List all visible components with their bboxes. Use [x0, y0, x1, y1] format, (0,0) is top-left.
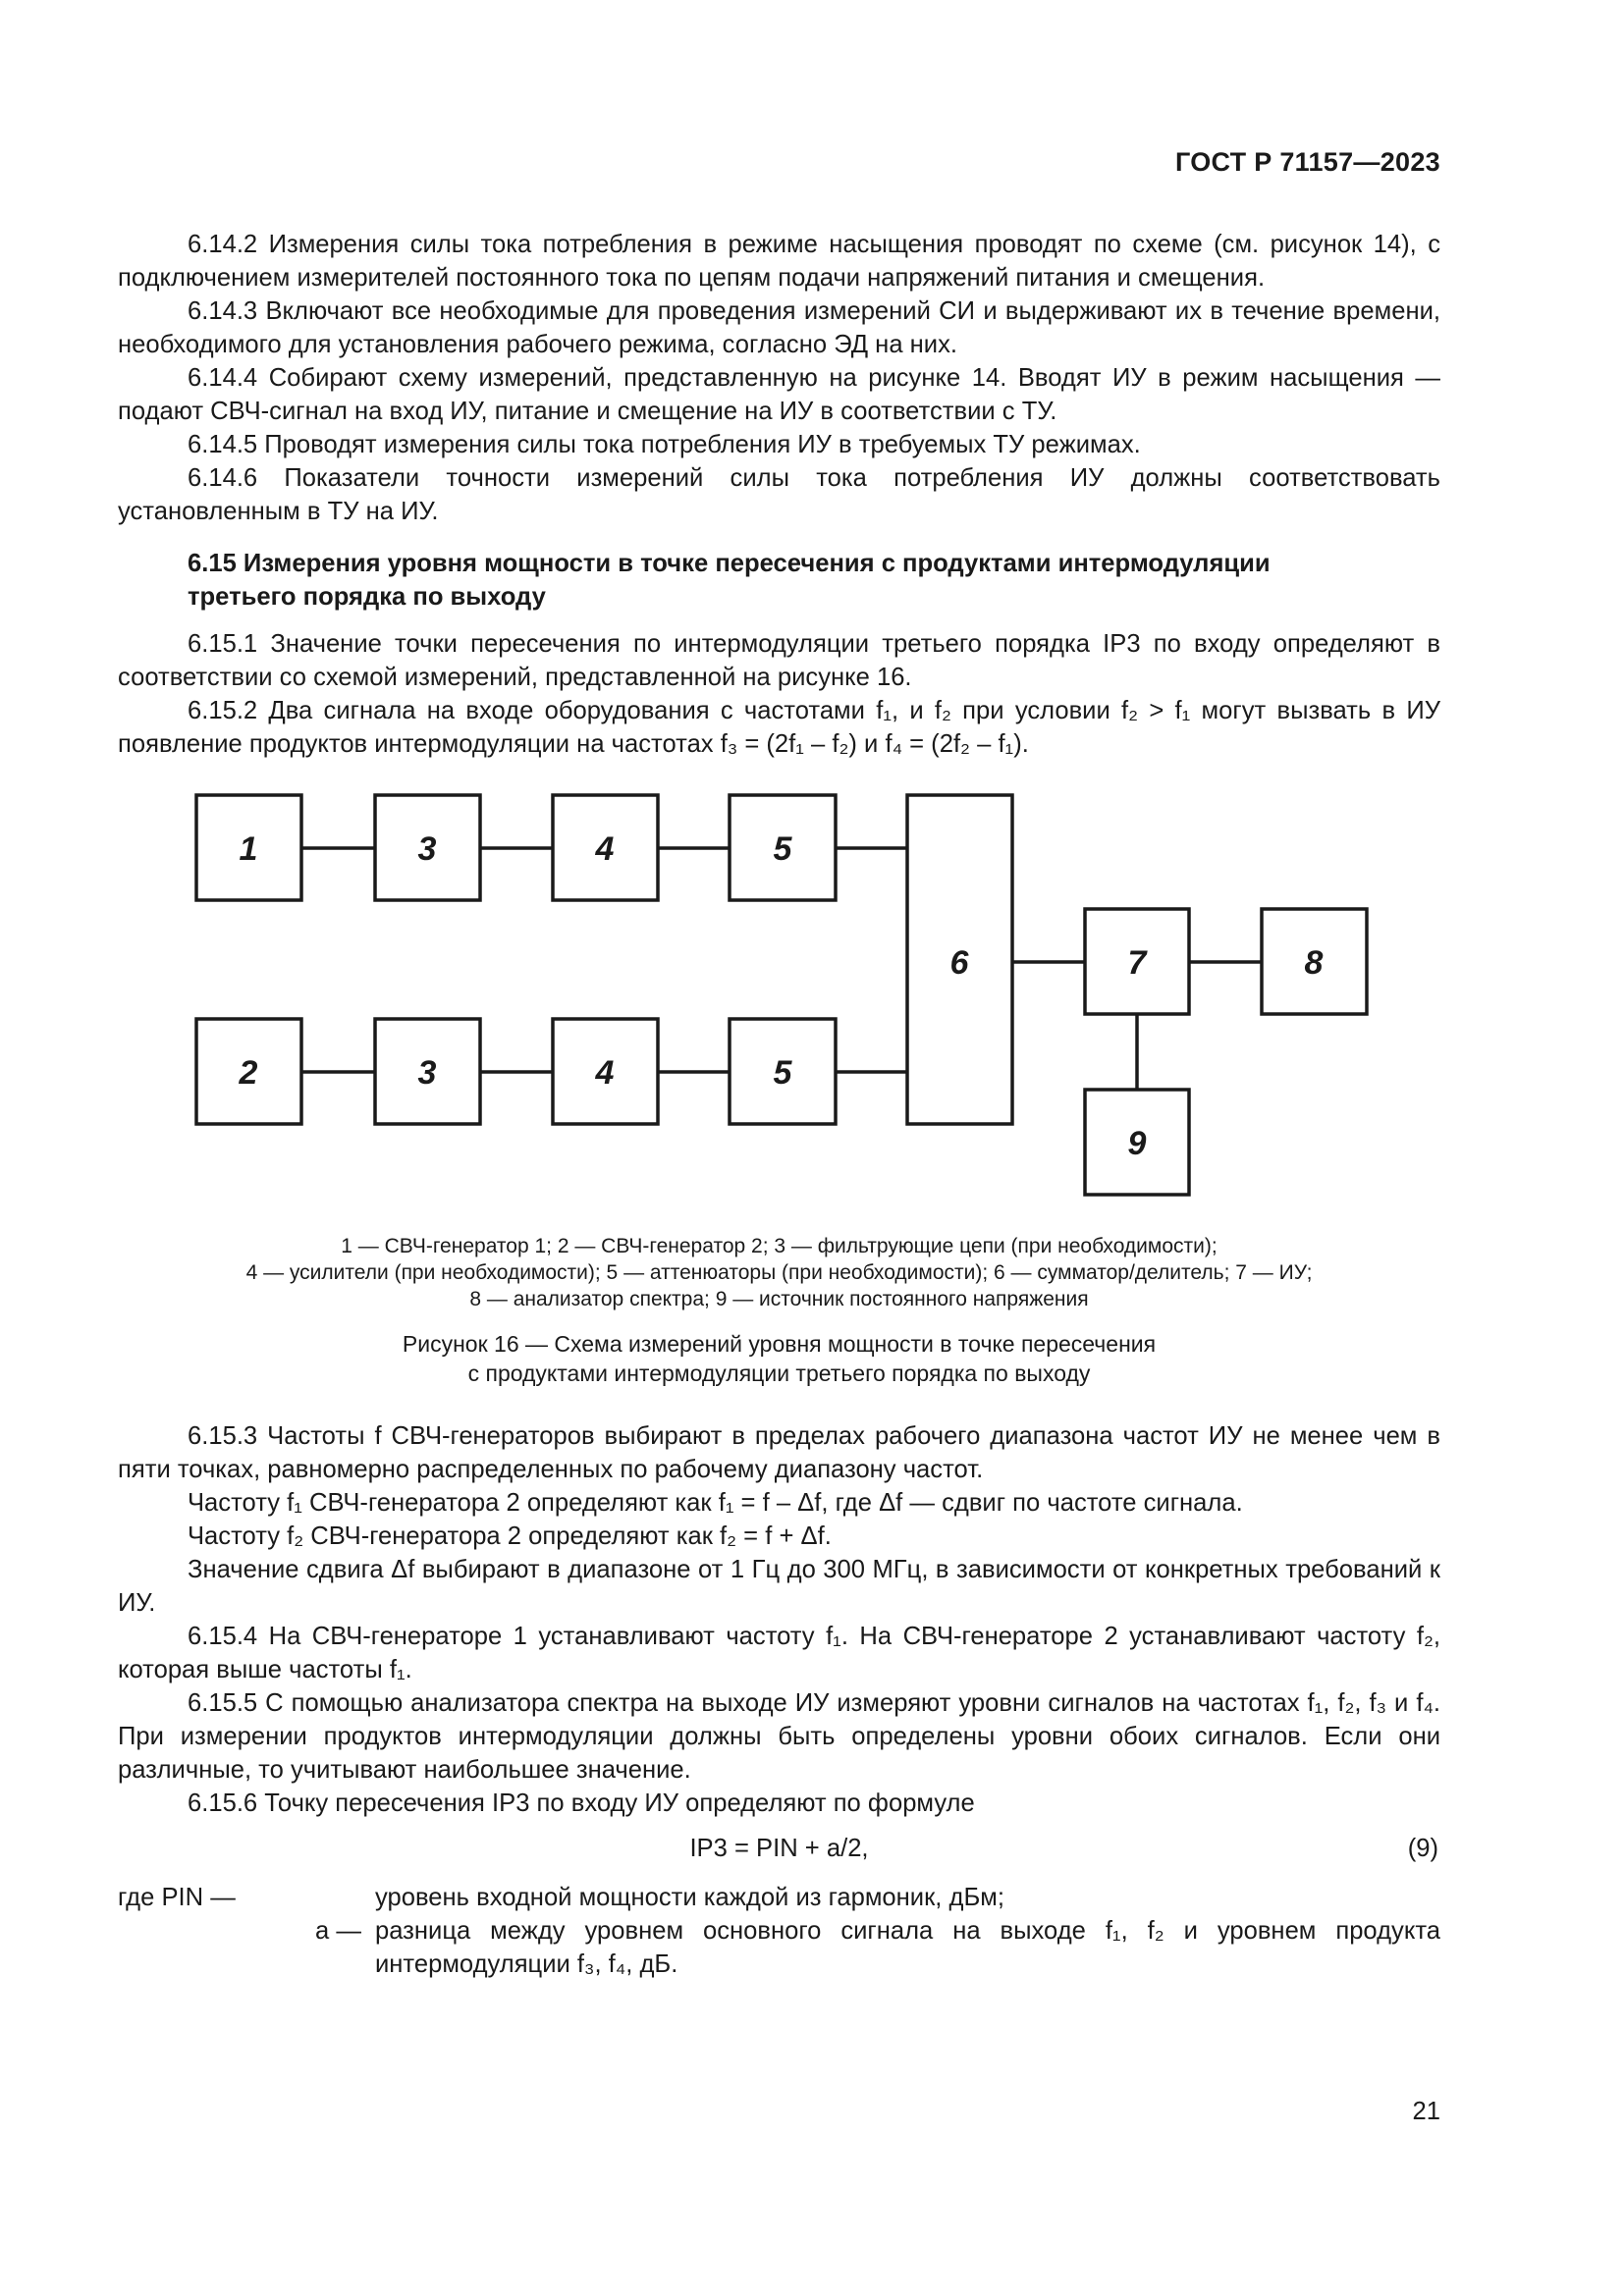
figure-title-line-1: Рисунок 16 — Схема измерений уровня мощности в точке пересечения	[402, 1331, 1157, 1357]
formula-9	[118, 1832, 1440, 1865]
where-symbol-pin: где PIN —	[118, 1884, 236, 1911]
paragraph-6-15-2: 6.15.2 Два сигнала на входе оборудования с частотами f₁, и f₂ при условии f₂ > f₁ могут вызвать в ИУ появление продуктов интермодуляции на частотах f₃ = (2f₁ – f₂) и f₄ = (2f₂ – f₁).	[118, 697, 1440, 758]
document-header: ГОСТ Р 71157—2023	[1174, 147, 1440, 177]
formula-number: (9)	[1407, 1835, 1438, 1862]
block-6-label: 6	[949, 944, 969, 982]
legend-line-2: 4 — усилители (при необходимости); 5 — аттенюаторы (при необходимости); 6 — сумматор/делитель; 7 — ИУ;	[245, 1261, 1313, 1284]
legend-line-1: 1 — СВЧ-генератор 1; 2 — СВЧ-генератор 2; 3 — фильтрующие цепи (при необходимости);	[341, 1235, 1218, 1257]
paragraph-6-15-1: 6.15.1 Значение точки пересечения по интермодуляции третьего порядка IP3 по входу определяют в соответствии со схемой измерений, представленной на рисунке 16.	[118, 630, 1440, 691]
paragraph-6-15-3: 6.15.3 Частоты f СВЧ-генераторов выбирают в пределах рабочего диапазона частот ИУ не менее чем в пяти точках, равномерно распределенных по рабочему диапазону частот.	[118, 1422, 1440, 1483]
where-item-pin	[118, 1881, 1440, 1914]
paragraph-6-15-5: 6.15.5 С помощью анализатора спектра на выходе ИУ измеряют уровни сигналов на частотах f₁, f₂, f₃ и f₄. При измерении продуктов интермодуляции должны быть определены уровни обоих сигналов. Если они различные, то учитывают наибольшее значение.	[118, 1689, 1440, 1784]
section-6-15-body	[118, 1419, 1440, 1981]
formula-expression: IP3 = PIN + a/2,	[689, 1835, 869, 1862]
paragraph-6-14-4: 6.14.4 Собирают схему измерений, представленную на рисунке 14. Вводят ИУ в режим насыщения — подают СВЧ-сигнал на вход ИУ, питание и смещение на ИУ в соответствии с ТУ.	[118, 364, 1440, 425]
paragraph-6-15-3a: Частоту f₁ СВЧ-генератора 2 определяют как f₁ = f – Δf, где Δf — сдвиг по частоте сигнала.	[188, 1489, 1243, 1517]
paragraph-6-15-3c: Значение сдвига Δf выбирают в диапазоне от 1 Гц до 300 МГц, в зависимости от конкретных требований к ИУ.	[118, 1556, 1440, 1617]
where-text-pin: уровень входной мощности каждой из гармоник, дБм;	[375, 1884, 1004, 1911]
block-5-bottom-label: 5	[773, 1054, 792, 1092]
where-text-a: разница между уровнем основного сигнала на выходе f₁, f₂ и уровнем продукта интермодуляции f₃, f₄, дБ.	[375, 1917, 1440, 1978]
block-1-label: 1	[239, 830, 258, 868]
block-5-top-label: 5	[773, 830, 792, 868]
paragraph-6-15-3b: Частоту f₂ СВЧ-генератора 2 определяют как f₂ = f + Δf.	[188, 1522, 832, 1550]
paragraph-6-15-4: 6.15.4 На СВЧ-генераторе 1 устанавливают частоту f₁. На СВЧ-генераторе 2 устанавливают частоту f₂, которая выше частоты f₁.	[118, 1623, 1440, 1683]
formula-where-list	[118, 1881, 1440, 1981]
paragraph-6-15-6: 6.15.6 Точку пересечения IP3 по входу ИУ определяют по формуле	[188, 1789, 975, 1817]
block-3-bottom-label: 3	[417, 1054, 437, 1092]
where-item-a	[118, 1914, 1440, 1981]
paragraph-6-14-6: 6.14.6 Показатели точности измерений силы тока потребления ИУ должны соответствовать установленным в ТУ на ИУ.	[118, 464, 1440, 525]
block-7-label: 7	[1127, 944, 1147, 982]
block-4-bottom-label: 4	[595, 1054, 615, 1092]
block-8-label: 8	[1304, 944, 1324, 982]
figure-title	[118, 1329, 1440, 1388]
paragraph-6-14-3: 6.14.3 Включают все необходимые для проведения измерений СИ и выдерживают их в течение времени, необходимого для установления рабочего режима, согласно ЭД на них.	[118, 297, 1440, 358]
legend-line-3: 8 — анализатор спектра; 9 — источник постоянного напряжения	[469, 1288, 1089, 1310]
figure-title-line-2: с продуктами интермодуляции третьего порядка по выходу	[467, 1361, 1091, 1386]
block-2-label: 2	[239, 1054, 258, 1092]
block-4-top-label: 4	[595, 830, 615, 868]
block-9-label: 9	[1127, 1125, 1147, 1162]
paragraph-6-14-2: 6.14.2 Измерения силы тока потребления в режиме насыщения проводят по схеме (см. рисунок 14), с подключением измерителей постоянного тока по цепям подачи напряжений питания и смещения.	[118, 231, 1440, 292]
section-heading-6-15: 6.15 Измерения уровня мощности в точке пересечения с продуктами интермодуляции третьего порядка по выходу	[188, 550, 1271, 611]
page-number: 21	[1412, 2098, 1440, 2125]
block-3-top-label: 3	[417, 830, 437, 868]
paragraph-6-14-5: 6.14.5 Проводят измерения силы тока потребления ИУ в требуемых ТУ режимах.	[188, 431, 1141, 458]
figure-legend	[118, 1233, 1440, 1312]
where-symbol-a: a —	[315, 1917, 361, 1945]
